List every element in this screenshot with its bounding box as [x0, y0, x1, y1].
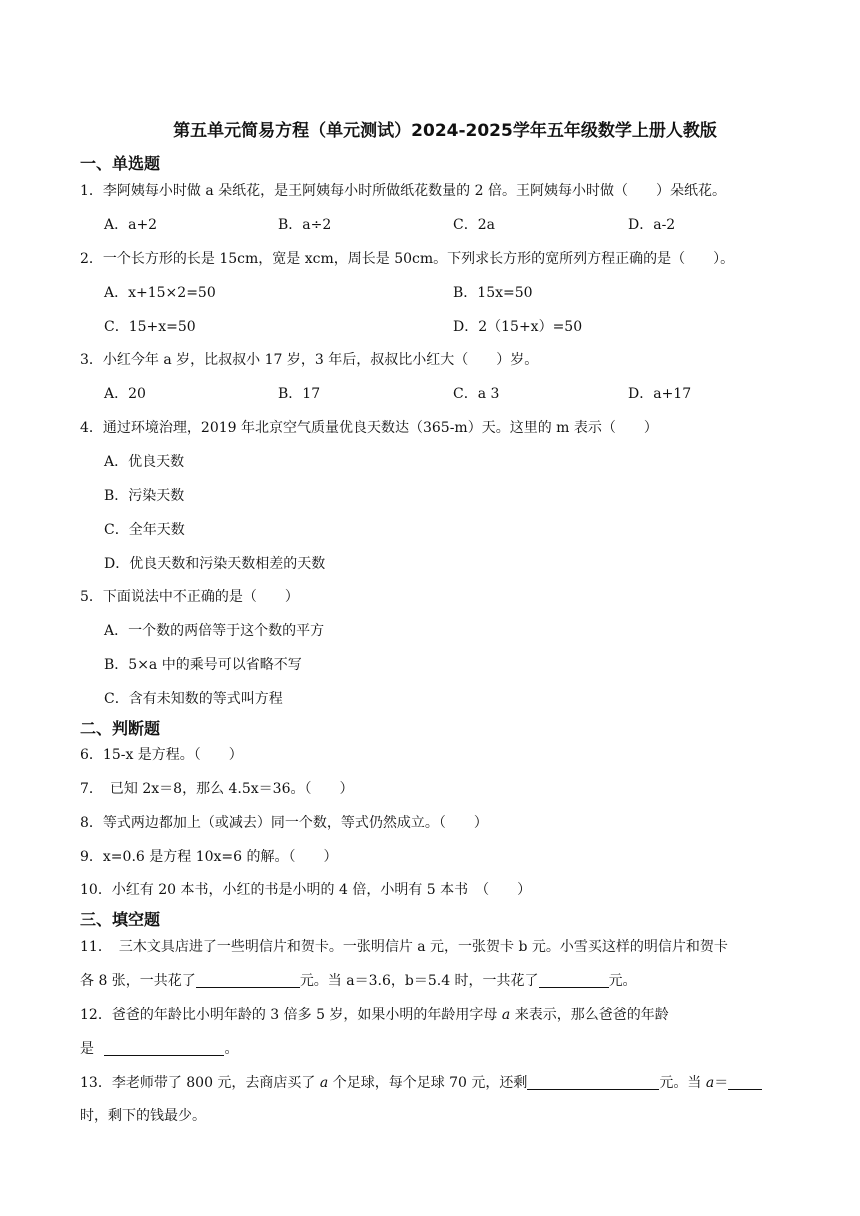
- answer-blank[interactable]: [728, 1075, 762, 1090]
- question-1-option-a: A．a+2: [104, 217, 158, 233]
- question-9-text: 9．x=0.6 是方程 10x=6 的解。（ ）: [80, 849, 338, 865]
- question-2-option-d: D．2（15+x）=50: [453, 319, 583, 335]
- question-11-text-a: 各 8 张，一共花了: [80, 973, 196, 989]
- question-13-text-c: 元。当: [659, 1075, 706, 1091]
- question-5-option-a: A．一个数的两倍等于这个数的平方: [104, 623, 325, 639]
- question-12-text-d: 。: [224, 1041, 239, 1057]
- page-title: 第五单元简易方程（单元测试）2024-2025学年五年级数学上册人教版: [173, 121, 717, 141]
- question-3-option-a: A．20: [104, 386, 146, 402]
- variable-a: a: [705, 1075, 715, 1091]
- question-2-option-b: B．15x=50: [453, 285, 533, 301]
- answer-blank[interactable]: [196, 973, 300, 988]
- question-12-line-2: [80, 1038, 238, 1058]
- question-12-text-c: 是: [80, 1041, 99, 1057]
- question-1-option-b: B．a÷2: [278, 217, 332, 233]
- question-12-text-a: 12．爸爸的年龄比小明年龄的 3 倍多 5 岁，如果小明的年龄用字母: [80, 1007, 502, 1023]
- question-1-text: 1．李阿姨每小时做 a 朵纸花，是王阿姨每小时所做纸花数量的 2 倍。王阿姨每小时做（ ）朵纸花。: [80, 183, 726, 199]
- question-13-text-d: ＝: [714, 1075, 729, 1091]
- answer-blank[interactable]: [527, 1075, 659, 1090]
- question-3-option-d: D．a+17: [628, 386, 692, 402]
- question-5-option-c: C．含有未知数的等式叫方程: [104, 691, 283, 707]
- question-11-text-c: 元。: [608, 973, 637, 989]
- question-13-text-a: 13．李老师带了 800 元，去商店买了: [80, 1075, 320, 1091]
- question-4-option-c: C．全年天数: [104, 522, 185, 538]
- question-3-option-b: B．17: [278, 386, 321, 402]
- question-12-line-1: [80, 1004, 669, 1024]
- variable-a: a: [501, 1007, 511, 1023]
- variable-a: a: [319, 1075, 329, 1091]
- question-13-line-1: [80, 1072, 762, 1092]
- question-12-text-b: 来表示，那么爸爸的年龄: [510, 1007, 669, 1023]
- question-5-option-b: B．5×a 中的乘号可以省略不写: [104, 657, 302, 673]
- question-13-text-b: 个足球，每个足球 70 元，还剩: [328, 1075, 528, 1091]
- question-4-option-a: A．优良天数: [104, 454, 185, 470]
- question-4-option-b: B．污染天数: [104, 488, 185, 504]
- section-heading-true-false: 二、判断题: [80, 719, 161, 738]
- question-2-text: 2．一个长方形的长是 15cm，宽是 xcm，周长是 50cm。下列求长方形的宽所列方程正确的是（ ）。: [80, 251, 735, 267]
- section-heading-single-choice: 一、单选题: [80, 154, 161, 173]
- question-7-text: 7． 已知 2x＝8，那么 4.5x＝36。（ ）: [80, 781, 354, 797]
- answer-blank[interactable]: [104, 1041, 224, 1056]
- question-5-text: 5．下面说法中不正确的是（ ）: [80, 589, 299, 605]
- question-11-line-2: [80, 970, 637, 990]
- question-4-option-d: D．优良天数和污染天数相差的天数: [104, 556, 326, 572]
- section-heading-fill-in: 三、填空题: [80, 910, 161, 929]
- question-11-text-b: 元。当 a＝3.6，b＝5.4 时，一共花了: [299, 973, 539, 989]
- question-3-option-c: C．a 3: [453, 386, 500, 402]
- question-2-option-a: A．x+15×2=50: [104, 285, 216, 301]
- question-6-text: 6．15-x 是方程。（ ）: [80, 747, 243, 763]
- question-4-text: 4．通过环境治理，2019 年北京空气质量优良天数达（365-m）天。这里的 m 表示（ ）: [80, 420, 658, 436]
- question-2-option-c: C．15+x=50: [104, 319, 196, 335]
- question-11-line-1: 11． 三木文具店进了一些明信片和贺卡。一张明信片 a 元，一张贺卡 b 元。小雪买这样的明信片和贺卡: [80, 939, 728, 955]
- question-1-option-d: D．a-2: [628, 217, 676, 233]
- question-8-text: 8．等式两边都加上（或减去）同一个数，等式仍然成立。（ ）: [80, 815, 488, 831]
- question-3-text: 3．小红今年 a 岁，比叔叔小 17 岁，3 年后，叔叔比小红大（ ）岁。: [80, 352, 539, 368]
- answer-blank[interactable]: [539, 973, 609, 988]
- question-13-line-2: 时，剩下的钱最少。: [80, 1108, 206, 1124]
- question-1-option-c: C．2a: [453, 217, 495, 233]
- question-10-text: 10．小红有 20 本书，小红的书是小明的 4 倍，小明有 5 本书 （ ）: [80, 882, 532, 898]
